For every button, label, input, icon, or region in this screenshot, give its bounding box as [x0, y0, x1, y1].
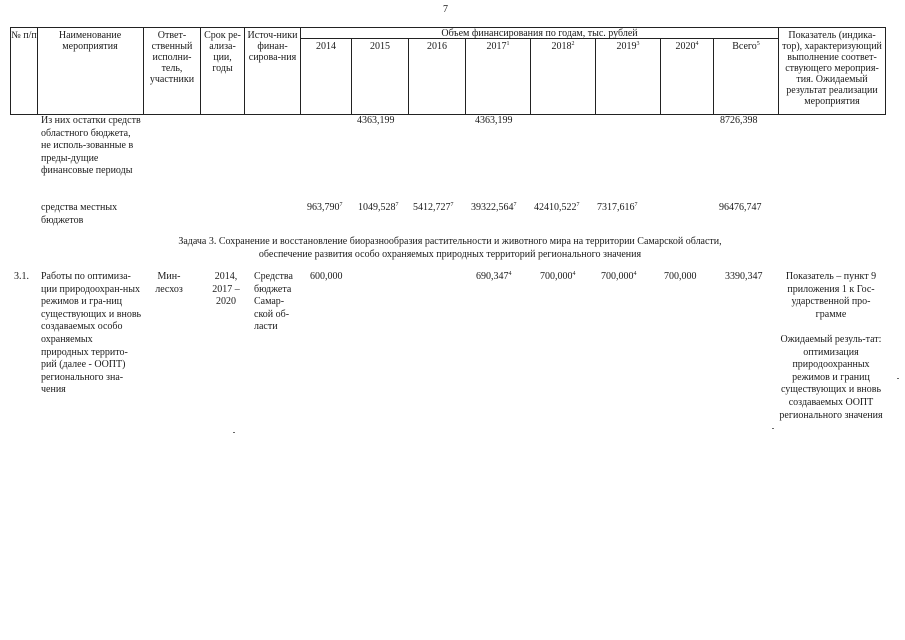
row31-expected-result: Ожидаемый резуль-тат: оптимизация природоохранных режимов и границ существующих и вновь создаваемых ООПТ регионального значения: [779, 334, 883, 421]
year-2019: 2019$^3$: [616, 41, 640, 52]
header-responsible: Ответ-ственный исполни-тель, участники: [149, 30, 195, 85]
header-term: Срок ре-ализа-ции, годы: [204, 30, 241, 74]
row31-num: 3.1.: [14, 271, 29, 282]
local-2017: 39322,564$^7$: [471, 202, 517, 213]
header-source: Источ-ники финан-сирова-ния: [247, 30, 298, 63]
scan-speck: [772, 428, 774, 429]
row31-indicator: Показатель – пункт 9 приложения 1 к Гос-ударственной про-грамме: [785, 271, 877, 320]
task3-line1: Задача 3. Сохранение и восстановление биоразнообразия растительности и животного мира на территории Самарской области,: [178, 236, 722, 247]
row31-2014: 600,000: [310, 271, 343, 282]
local-total: 96476,747: [719, 202, 762, 213]
row31-name: Работы по оптимиза-ции природоохран-ных режимов и гра-ниц существующих и вновь создаваемых особо охраняемых природных террито-рий (далее - ООПТ) регионального зна-чения: [41, 271, 142, 396]
header-indicator: Показатель (индика-тор), характеризующий выполнение соответ-ствующего мероприя-тия. Ожидаемый результат реализации мероприятия: [782, 30, 882, 107]
row31-source: Средства бюджета Самар-ской об-ласти: [254, 271, 293, 333]
task3-line2: обеспечение развития особо охраняемых природных территорий регионального значения: [258, 249, 642, 260]
row31-2018: 700,000$^4$: [540, 271, 576, 282]
year-2016: 2016: [427, 41, 447, 52]
remainders-name: Из них остатки средств областного бюджета, не исполь-зованные в преды-дущие финансовые периоды: [41, 115, 141, 177]
local-2019: 7317,616$^7$: [597, 202, 638, 213]
row31-2019: 700,000$^4$: [601, 271, 637, 282]
page-number: 7: [443, 4, 448, 15]
local-2016: 5412,727$^7$: [413, 202, 454, 213]
row31-responsible: Мин-лесхоз: [155, 271, 183, 295]
scan-speck: [233, 432, 235, 433]
row31-2020: 700,000: [664, 271, 697, 282]
year-2018: 2018$^2$: [551, 41, 575, 52]
header-num: № п/п: [11, 30, 37, 41]
local-budgets-name: средства местных бюджетов: [41, 202, 118, 226]
year-2020: 2020$^4$: [675, 41, 699, 52]
header-name: Наименование мероприятия: [58, 30, 122, 52]
scan-speck: [897, 378, 899, 379]
row31-2017: 690,347$^4$: [476, 271, 512, 282]
remainders-total: 8726,398: [720, 115, 758, 126]
header-funding: Объем финансирования по годам, тыс. рублей: [441, 28, 638, 39]
table-header: [10, 27, 886, 115]
local-2018: 42410,522$^7$: [534, 202, 580, 213]
year-2017: 2017$^1$: [486, 41, 510, 52]
local-2015: 1049,528$^7$: [358, 202, 399, 213]
remainders-2017: 4363,199: [475, 115, 513, 126]
year-2015: 2015: [370, 41, 390, 52]
year-total: Всего$^5$: [732, 41, 760, 52]
row31-term: 2014, 2017 – 2020: [212, 271, 240, 308]
remainders-2015: 4363,199: [357, 115, 395, 126]
year-2014: 2014: [316, 41, 336, 52]
local-2014: 963,790$^7$: [307, 202, 343, 213]
row31-total: 3390,347: [725, 271, 763, 282]
